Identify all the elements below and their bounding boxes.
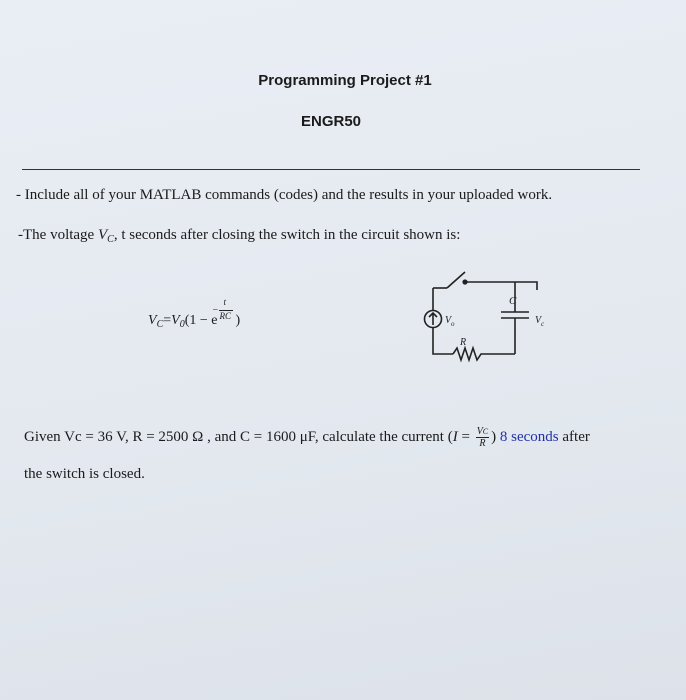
label-c: C <box>509 295 517 307</box>
label-v0: V <box>445 315 452 326</box>
instruction-matlab: - Include all of your MATLAB commands (codes) and the results in your uploaded work. <box>16 187 553 203</box>
horizontal-divider <box>22 169 640 170</box>
label-r: R <box>460 337 467 348</box>
label-vc-sub: c <box>541 320 545 328</box>
given-values-question: Given Vc = 36 V, R = 2500 Ω , and C = 1600 μF, calculate the current (I = $\frac{VC}{R}$ ) 8 seconds after <box>24 426 590 449</box>
instruction-voltage: -The voltage $V_C$, t seconds after closing the switch in the circuit shown is: <box>18 227 461 245</box>
formula-exponent: t RC − <box>217 313 235 329</box>
time-highlight: 8 seconds <box>496 428 559 445</box>
resistor-icon <box>453 348 515 360</box>
wire-top-right <box>465 282 537 290</box>
label-v0-sub: o <box>451 320 455 328</box>
question-continuation: the switch is closed. <box>24 466 145 482</box>
switch-blade <box>447 272 465 288</box>
voltage-formula: $V_C=V_0(1 - e$ t RC − ) <box>148 297 241 330</box>
course-code: ENGR50 <box>300 113 362 130</box>
label-vc: V <box>535 315 542 326</box>
source-arrow <box>429 313 437 325</box>
rc-circuit-diagram <box>405 262 555 372</box>
document-title: Programming Project #1 <box>258 72 432 89</box>
current-fraction: $\frac{VC}{R}$ <box>476 426 489 449</box>
wire-left-bottom <box>433 328 453 354</box>
